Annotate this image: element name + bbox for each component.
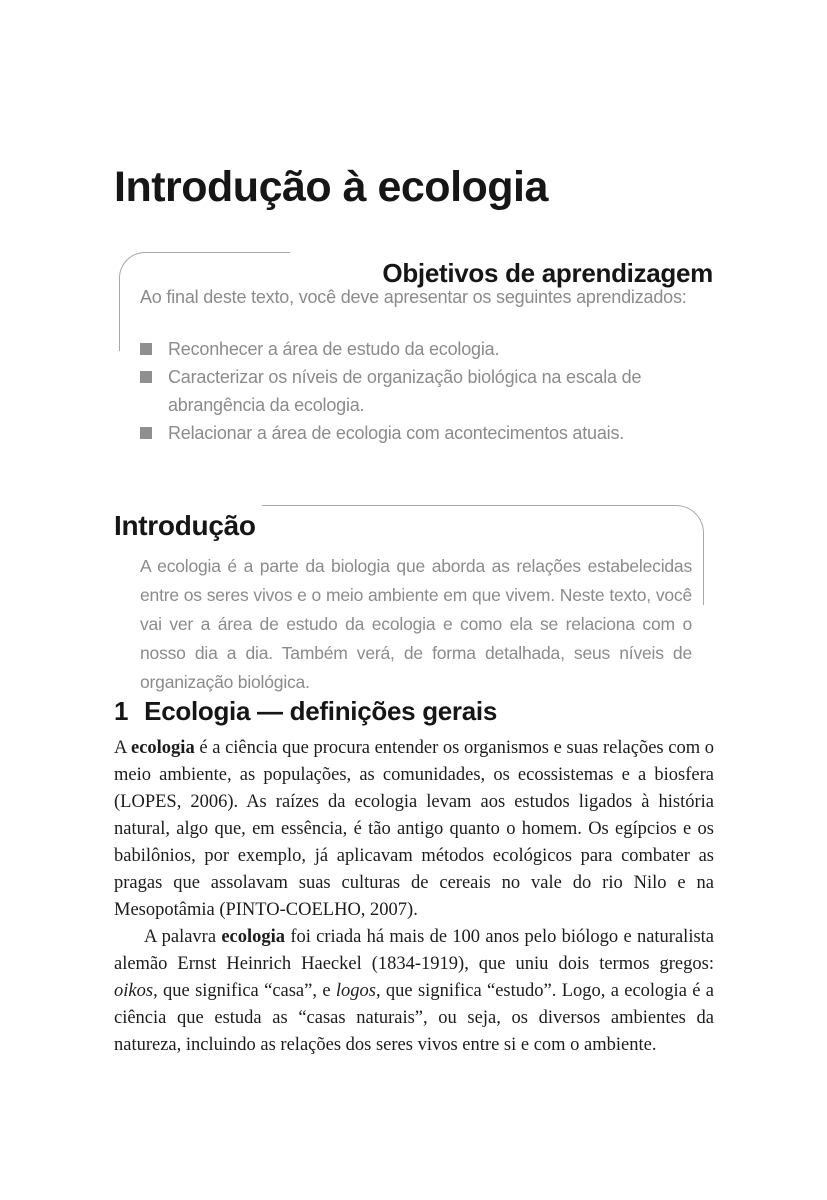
text-run-italic: logos xyxy=(335,981,376,1001)
list-item-text: Caracterizar os níveis de organização biológica na escala de abrangência da ecologia. xyxy=(168,367,642,415)
list-item-text: Reconhecer a área de estudo da ecologia. xyxy=(168,339,500,359)
text-run: , que significa “casa”, e xyxy=(153,981,336,1001)
text-run: foi criada há mais de 100 anos pelo biólogo e naturalista alemão Ernst Heinrich Haeckel (1834-1919), que uniu dois termos gregos: xyxy=(114,927,715,974)
list-item xyxy=(140,363,700,419)
objectives-list xyxy=(140,335,700,447)
square-bullet-icon xyxy=(140,427,152,439)
text-run-bold: ecologia xyxy=(221,927,286,947)
text-run-italic: oikos xyxy=(114,981,154,1001)
objectives-body xyxy=(140,283,700,447)
section-1-body xyxy=(114,735,714,1059)
text-run: , que significa “estudo”. Logo, a ecologia é a ciência que estuda as “casas naturais”, ou seja, os diversos ambientes da natureza, incluindo as relações dos seres vivos entre si e com o ambiente. xyxy=(114,981,715,1055)
square-bullet-icon xyxy=(140,343,152,355)
objectives-heading: Objetivos de aprendizagem xyxy=(382,257,713,288)
objectives-intro-text: Ao final deste texto, você deve apresentar os seguintes aprendizados: xyxy=(140,287,687,307)
paragraph xyxy=(114,735,714,924)
introduction-heading: Introdução xyxy=(114,510,256,542)
section-number: 1 xyxy=(114,695,129,726)
text-run: A palavra xyxy=(144,927,222,947)
text-run: é a ciência que procura entender os organismos e suas relações com o meio ambiente, as populações, as comunidades, os ecossistemas e a biosfera (LOPES, 2006). As raízes da ecologia levam aos estudos ligados à história natural, algo que, em essência, é tão antigo quanto o homem. Os egípcios e os babilônios, por exemplo, já aplicavam métodos ecológicos para combater as pragas que assolavam suas culturas de cereais no vale do rio Nilo e na Mesopotâmia (PINTO-COELHO, 2007). xyxy=(114,738,715,920)
section-1-heading xyxy=(114,696,497,727)
list-item-text: Relacionar a área de ecologia com acontecimentos atuais. xyxy=(168,423,625,443)
text-run: A xyxy=(114,738,131,758)
text-run-bold: ecologia xyxy=(131,738,195,758)
chapter-title: Introdução à ecologia xyxy=(114,162,548,211)
list-item xyxy=(140,335,700,363)
paragraph xyxy=(114,924,714,1059)
square-bullet-icon xyxy=(140,371,152,383)
list-item xyxy=(140,419,700,447)
section-heading-text: Ecologia — definições gerais xyxy=(144,695,497,726)
introduction-paragraph: A ecologia é a parte da biologia que aborda as relações estabelecidas entre os seres vivos e o meio ambiente em que vivem. Neste texto, você vai ver a área de estudo da ecologia e como ela se relaciona com o nosso dia a dia. Também verá, de forma detalhada, seus níveis de organização biológica. xyxy=(140,555,692,692)
